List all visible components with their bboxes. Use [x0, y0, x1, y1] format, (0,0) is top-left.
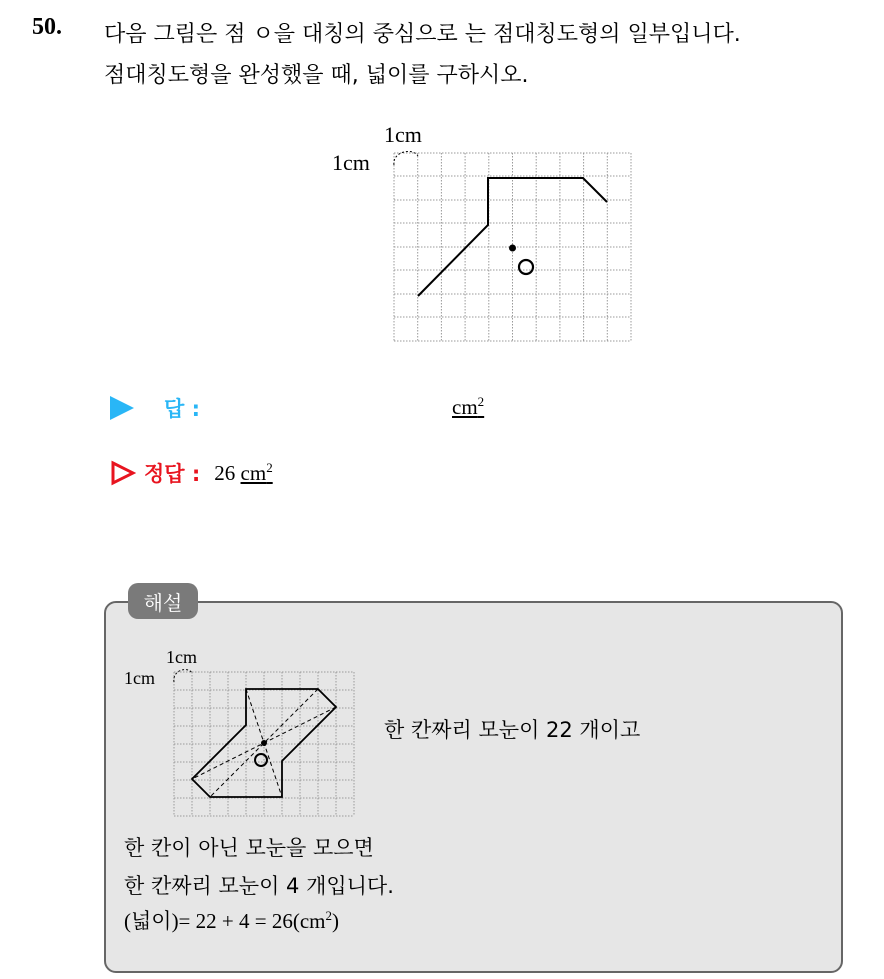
center-label-ring [255, 754, 267, 766]
correct-value: 26 $cm^2$ [214, 460, 273, 485]
explanation-formula: (넓이)= $22 + 4 = 26(cm^2)$ [124, 908, 340, 933]
outline-triangle-icon [110, 460, 136, 486]
answer-row [110, 390, 200, 426]
label-1cm-top: 1cm [166, 647, 197, 667]
explanation-line1: 한 칸짜리 모눈이 22 개이고 [384, 718, 641, 742]
answer-unit: $cm^2$ [452, 394, 485, 419]
center-label-ring [519, 260, 533, 274]
question-text-line2: 점대칭도형을 완성했을 때, 넓이를 구하시오. [104, 63, 529, 88]
question-figure [320, 116, 640, 348]
label-1cm-left: 1cm [124, 668, 155, 688]
explanation-figure [118, 642, 358, 822]
question-text-line1: 다음 그림은 점 ㅇ을 대칭의 중심으로 는 점대칭도형의 일부입니다. [104, 22, 741, 47]
label-1cm-left: 1cm [332, 150, 370, 175]
question-number: 50. [32, 14, 62, 40]
explanation-line2: 한 칸이 아닌 모눈을 모으면 [124, 836, 374, 860]
center-point [509, 245, 516, 252]
label-1cm-top: 1cm [384, 122, 422, 147]
play-triangle-icon [110, 396, 134, 420]
correct-answer-row [110, 455, 273, 491]
explanation-tag: 해설 [128, 583, 198, 619]
explanation-line3: 한 칸짜리 모눈이 4 개입니다. [124, 874, 394, 898]
center-point [261, 740, 267, 746]
unit-cell-marker [174, 670, 192, 682]
answer-label: 답 : [164, 397, 200, 421]
correct-label: 정답 : [144, 462, 201, 486]
